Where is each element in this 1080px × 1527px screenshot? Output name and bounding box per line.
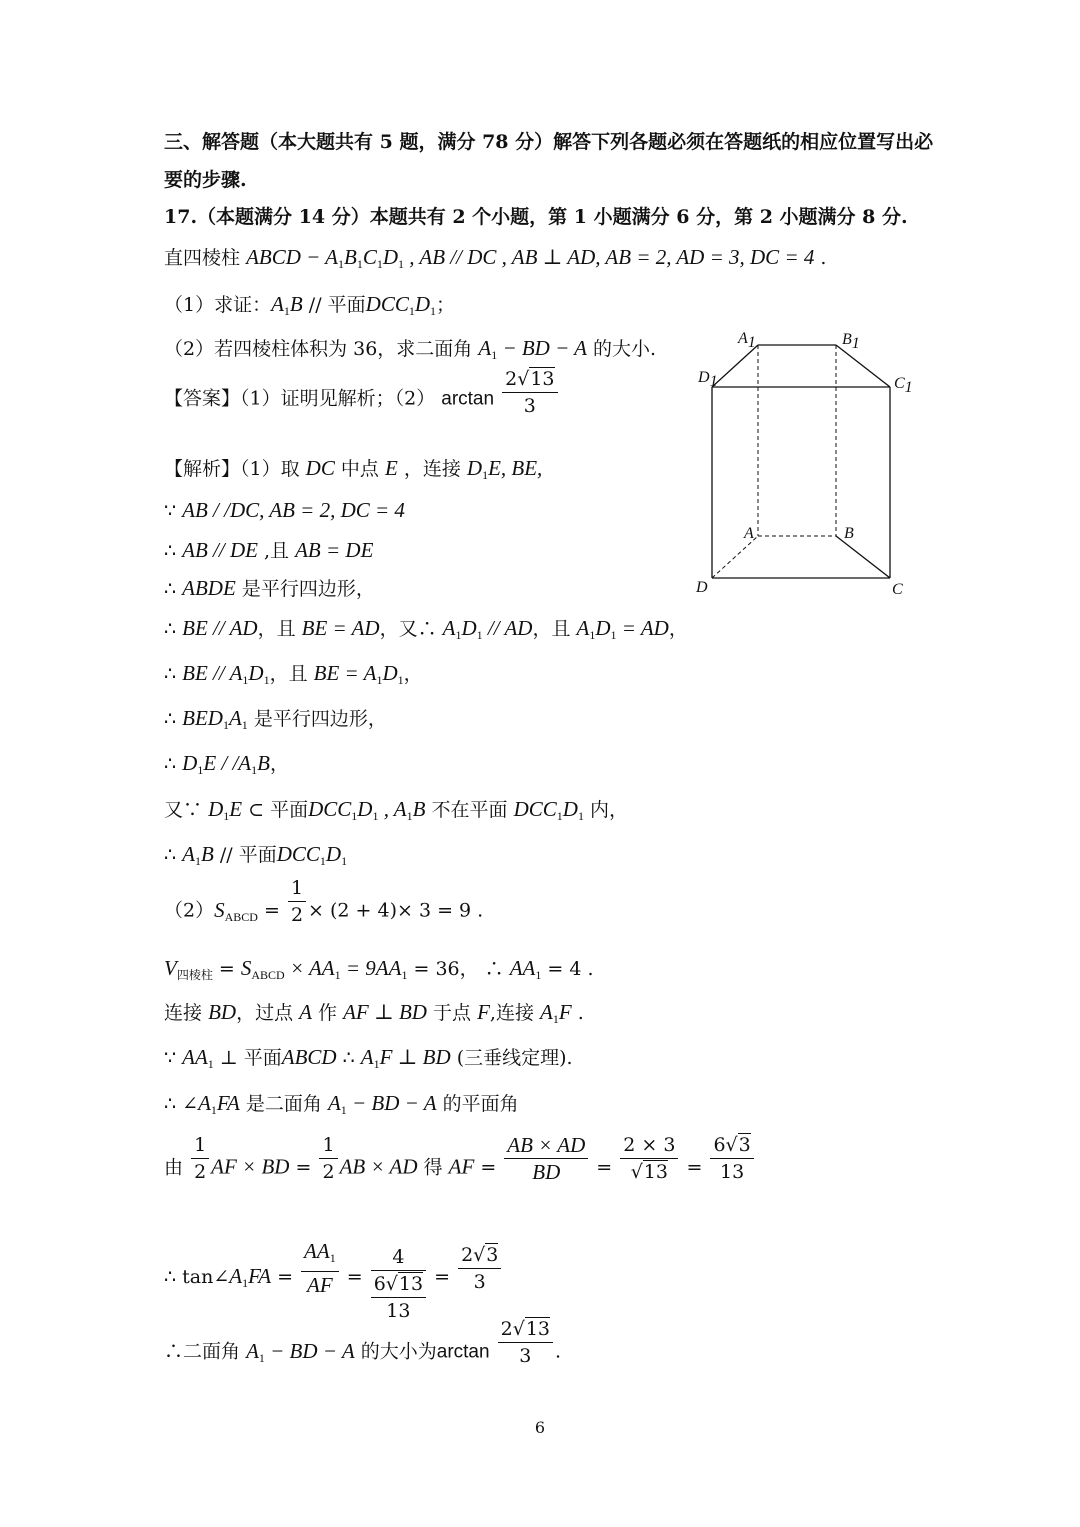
part-2: （2）若四棱柱体积为 36，求二面角 $A_1$ − BD − A 的大小. — [164, 336, 657, 362]
problem-header: 17.（本题满分 14 分）本题共有 2 个小题，第 1 小题满分 6 分，第 2 小题满分 8 分. — [164, 206, 908, 228]
analysis-line-13: 连接 BD，过点 A 作 AF ⊥ BD 于点 F,连接 $A_1F$ . — [164, 1000, 584, 1026]
analysis-line-15: ∴ $\angle A_1FA$ 是二面角 $A_1$ − BD − A 的平面角 — [164, 1091, 519, 1117]
analysis-line-16: 由 $\frac{1}{2}$ AF × BD = $\frac{1}{2}$ AB × AD 得 AF = $\frac{AB \times AD}{BD}$ = $\frac{2 \times 3}{√13}$ = $\frac{6√3}{13}$ — [164, 1152, 756, 1185]
analysis-line-6: ∴ BE // $A_1D_1$，且 BE = $A_1D_1$， — [164, 661, 423, 687]
answer-line: 【答案】（1）证明见解析；（2） arctan $\frac{2√13}{3}$ — [164, 380, 560, 419]
analysis-line-11: $(2)S_{ABCD}$ = $\frac{1}{2}$ × (2 + 4)× 3 = 9 . — [164, 877, 484, 926]
edge-D1A1 — [712, 345, 758, 387]
edge-B1C1 — [836, 345, 890, 387]
analysis-line-5: ∴ BE // AD，且 BE = AD，又∴ $A_1D_1$ // AD，且 $A_1D_1$ = AD， — [164, 616, 688, 642]
label-A1: A1 — [738, 330, 756, 351]
analysis-line-4: ∴ ABDE 是平行四边形， — [164, 576, 375, 600]
analysis-line-3: ∴ AB // DE ,且 AB = DE — [164, 538, 374, 562]
analysis-line-2: ∵ AB / /DC, AB = 2, DC = 4 — [164, 498, 405, 522]
label-C: C — [892, 581, 903, 598]
label-D1: D1 — [698, 369, 718, 390]
edge-BC — [836, 536, 890, 578]
analysis-line-7: ∴ $BED_1A_1$ 是平行四边形， — [164, 706, 387, 732]
analysis-line-12: $V_{四棱柱} = S_{ABCD} \times AA_1 = 9AA_1 = 36$， ∴ $AA_1 = 4$ . — [164, 956, 594, 982]
part-1: （1）求证：$A_1B$ // 平面$DCC_1D_1$； — [164, 292, 456, 318]
section-header-line1: 三、解答题（本大题共有 5 题，满分 78 分）解答下列各题必须在答题纸的相应位置写出必 — [164, 131, 934, 153]
analysis-line-9: 又∵ $D_1E$ ⊂ 平面$DCC_1D_1$ , $A_1B$ 不在平面 $DCC_1D_1$ 内， — [164, 797, 628, 823]
label-D: D — [696, 579, 708, 596]
label-A: A — [744, 525, 754, 542]
label-B: B — [844, 525, 854, 542]
prism-figure — [690, 320, 930, 610]
problem-statement: 直四棱柱 ABCD − $A_1B_1C_1D_1$ , AB // DC , AB ⊥ AD, AB = 2, AD = 3, DC = 4 . — [164, 245, 827, 271]
analysis-line-8: ∴ $D_1E / /A_1B$， — [164, 751, 289, 777]
analysis-line-14: ∵ $AA_1$ ⊥ 平面ABCD ∴ $A_1F$ ⊥ BD (三垂线定理). — [164, 1045, 573, 1071]
label-C1: C1 — [894, 375, 913, 396]
section-header-line2: 要的步骤. — [164, 169, 247, 191]
analysis-line-18: ∴二面角 $A_1$ − BD − A 的大小为arctan $\frac{2√13}{3}$ . — [164, 1318, 562, 1367]
analysis-line-17: ∴ $\tan\angle A_1FA$ = $\frac{AA_1}{AF}$ = 4 6√13 13 = $\frac{2√3}{3}$ — [164, 1232, 503, 1324]
analysis-line-1: 【解析】（1）取 DC 中点 E ，连接 $D_1E$, BE, — [164, 456, 543, 482]
page-number: 6 — [534, 1418, 546, 1437]
label-B1: B1 — [842, 331, 860, 352]
edge-DA — [712, 536, 758, 578]
analysis-line-10: ∴ $A_1B$ // 平面$DCC_1D_1$ — [164, 842, 348, 868]
